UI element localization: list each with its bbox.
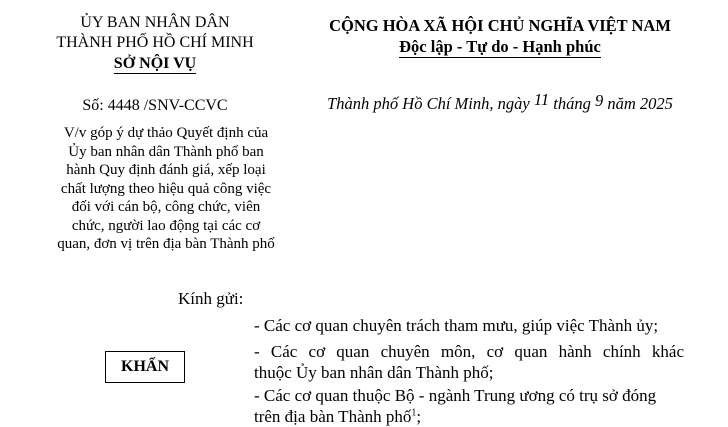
document-number: Số: 4448 /SNV-CCVC <box>82 97 228 114</box>
national-motto: Độc lập - Tự do - Hạnh phúc <box>399 37 601 56</box>
subject-line: hành Quy định đánh giá, xếp loại <box>66 162 266 178</box>
national-title: CỘNG HÒA XÃ HỘI CHỦ NGHĨA VIỆT NAM <box>329 16 671 35</box>
subject-line: Ủy ban nhân dân Thành phố ban <box>68 143 264 160</box>
subject-line: đối với cán bộ, công chức, viên <box>71 199 261 215</box>
subject-block <box>28 124 304 254</box>
date-month-label: tháng <box>549 94 595 113</box>
recipient-line: - Các cơ quan thuộc Bộ - ngành Trung ương có trụ sở đóng <box>254 386 657 405</box>
department-name <box>40 54 270 74</box>
date-year: năm 2025 <box>603 94 673 113</box>
recipient-line: trên địa bàn Thành phố <box>254 407 412 426</box>
recipient-line: - Các cơ quan chuyên trách tham mưu, giúp việc Thành ủy; <box>254 316 659 335</box>
date-prefix: Thành phố Hồ Chí Minh, ngày <box>327 94 534 113</box>
parent-agency-line1: ỦY BAN NHÂN DÂN <box>80 14 230 31</box>
subject-line: quan, đơn vị trên địa bàn Thành phố <box>57 236 275 252</box>
recipient-item <box>254 341 684 383</box>
subject-line: V/v góp ý dự thảo Quyết định của <box>63 125 269 141</box>
date-month: 9 <box>594 91 604 110</box>
recipient-line-wrap <box>254 406 684 427</box>
national-motto-wrap <box>290 37 710 57</box>
recipient-line: thuộc Ủy ban nhân dân Thành phố; <box>254 363 494 382</box>
subject-line: chức, người lao động tại các cơ <box>71 217 261 234</box>
recipients-greeting: Kính gửi: <box>178 289 244 308</box>
parent-agency-line2: THÀNH PHỐ HỒ CHÍ MINH <box>56 34 254 51</box>
footnote-marker[interactable]: 1 <box>411 407 417 419</box>
recipient-item <box>254 315 688 336</box>
department-name-text: SỞ NỘI VỤ <box>113 55 197 72</box>
date-line <box>290 90 710 115</box>
date-day: 11 <box>533 90 550 109</box>
recipient-line: - Các cơ quan chuyên môn, cơ quan hành chính khác <box>254 342 684 361</box>
subject-line: chất lượng theo hiệu quả công việc <box>60 180 272 197</box>
urgency-stamp: KHẨN <box>105 351 185 383</box>
recipient-item <box>254 385 684 427</box>
recipient-line-suffix: ; <box>416 407 422 426</box>
